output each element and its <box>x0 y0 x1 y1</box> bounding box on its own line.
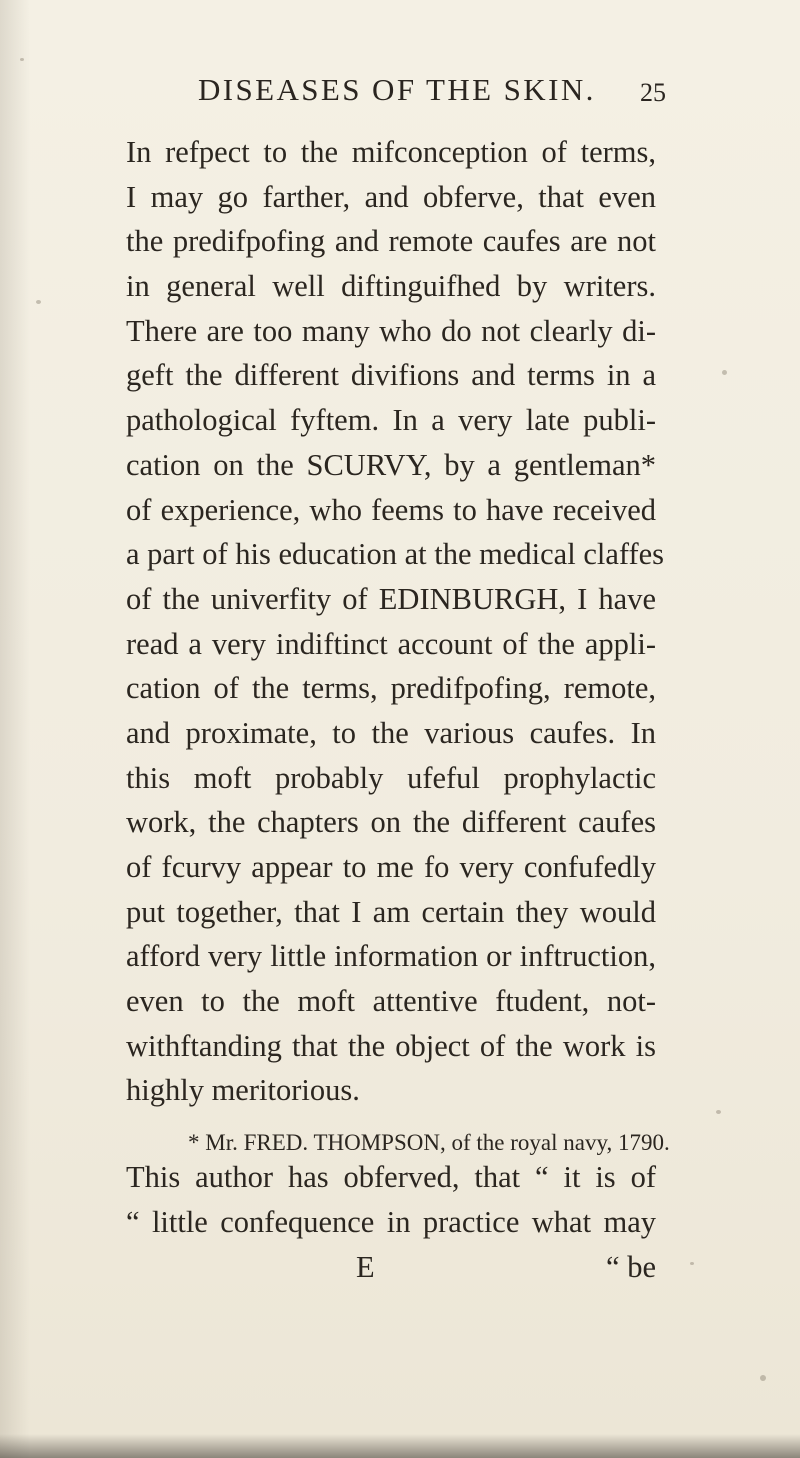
page-number: 25 <box>640 78 666 107</box>
paper-speck <box>716 1110 721 1114</box>
paper-speck <box>690 1262 694 1265</box>
catchword: “ be <box>606 1249 656 1284</box>
text-line: In refpect to the mifconception of terms, <box>126 135 656 169</box>
text-line: put together, that I am certain they would <box>126 894 656 929</box>
text-line: This author has obferved, that “ it is of <box>126 1160 656 1195</box>
text-line: of the univerfity of EDINBURGH, I have <box>126 581 656 616</box>
page-edge-shadow <box>0 0 30 1458</box>
text-line: pathological fyftem. In a very late publi- <box>126 403 656 438</box>
paper-speck <box>722 370 727 375</box>
text-line: of experience, who feems to have received <box>126 492 656 527</box>
text-line: “ little confequence in practice what may <box>126 1204 656 1239</box>
text-line: cation of the terms, predifpofing, remote, <box>126 671 656 706</box>
text-line: cation on the SCURVY, by a gentleman* <box>126 447 656 482</box>
text-line: There are too many who do not clearly di- <box>126 313 656 348</box>
text-line: work, the chapters on the different caufes <box>126 805 656 840</box>
text-line: withftanding that the object of the work is <box>126 1028 656 1063</box>
text-line: in general well diftinguifhed by writers. <box>126 269 656 304</box>
paper-speck <box>36 300 41 304</box>
signature-line <box>126 1245 656 1290</box>
text-line: of fcurvy appear to me fo very confufedly <box>126 850 656 884</box>
text-line: a part of his education at the medical claffes <box>126 537 665 572</box>
paper-speck <box>760 1375 766 1381</box>
signature-mark: E <box>356 1249 375 1284</box>
text-line: even to the moft attentive ftudent, not- <box>126 984 656 1019</box>
paper-speck <box>20 58 24 61</box>
text-line: this moft probably ufeful prophylactic <box>126 760 656 795</box>
text-line: the predifpofing and remote caufes are not <box>126 224 656 259</box>
text-line: geft the different divifions and terms in a <box>126 358 656 393</box>
footnote: * Mr. FRED. THOMPSON, of the royal navy, 1790. <box>188 1130 670 1155</box>
text-line: I may go farther, and obferve, that even <box>126 179 656 214</box>
running-head: DISEASES OF THE SKIN. <box>198 72 596 107</box>
text-line: highly meritorious. <box>126 1073 360 1108</box>
text-line: read a very indiftinct account of the appli- <box>126 626 656 661</box>
page-bottom-shadow <box>0 1434 800 1458</box>
page-header <box>198 72 666 122</box>
main-text <box>126 130 665 1289</box>
text-line: and proximate, to the various caufes. In <box>126 715 656 750</box>
text-line: afford very little information or inftruction, <box>126 939 656 974</box>
